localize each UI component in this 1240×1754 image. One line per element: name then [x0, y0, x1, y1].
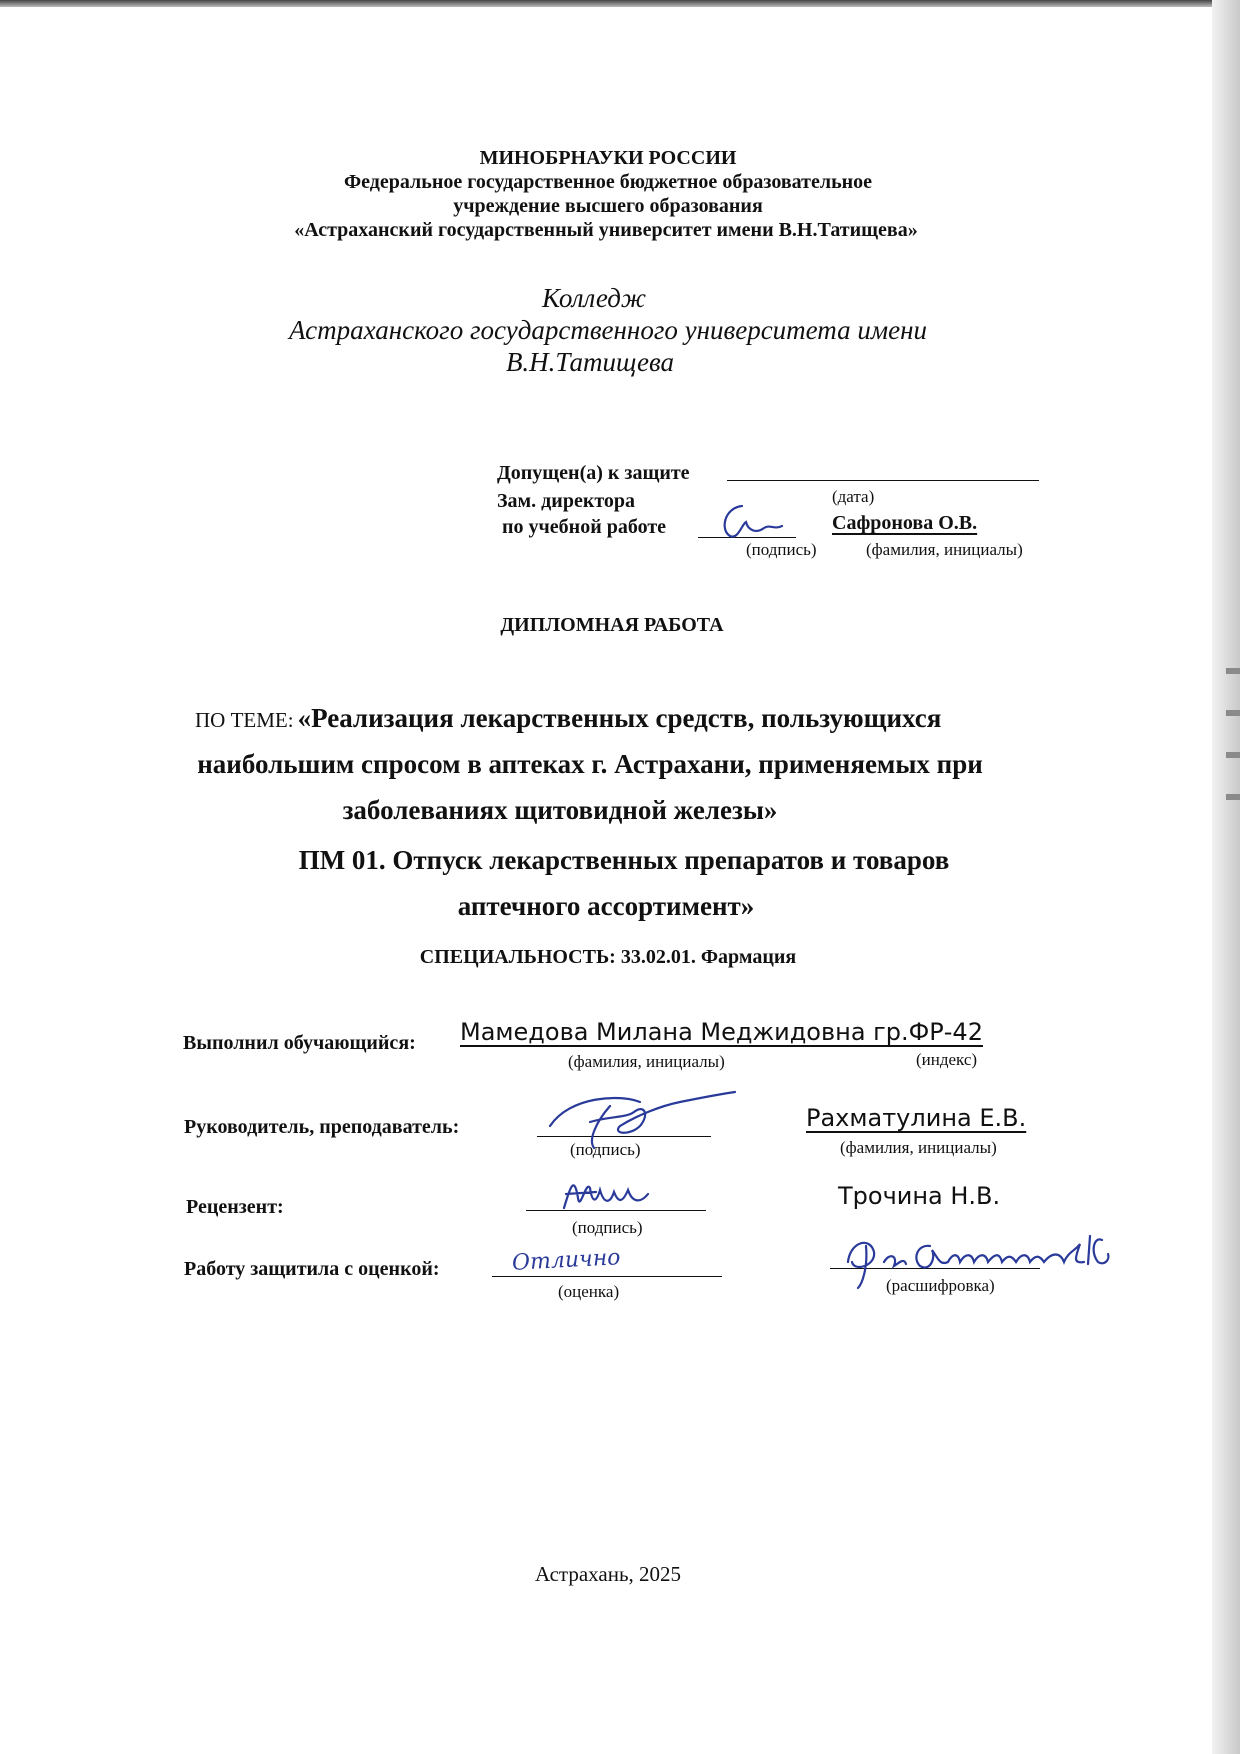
role-line-2: по учебной работе	[502, 516, 667, 538]
role-line-1: Зам. директора	[497, 490, 636, 512]
scan-top-shadow	[0, 0, 1240, 7]
supervisor-name: Рахматулина Е.В.	[806, 1104, 1027, 1132]
supervisor-signature-caption: (подпись)	[570, 1140, 641, 1159]
admission-date-line	[727, 480, 1039, 481]
scan-edge-mark	[1226, 794, 1240, 800]
institution-type-line: Федеральное государственное бюджетное образовательное	[343, 171, 873, 193]
college-line: Колледж	[541, 283, 647, 313]
supervisor-name-caption: (фамилия, инициалы)	[840, 1138, 997, 1157]
college-university-line: Астраханского государственного университета имени	[289, 315, 927, 345]
ministry-line: МИНОБРНАУКИ РОССИИ	[479, 147, 737, 169]
decoding-caption: (расшифровка)	[886, 1276, 995, 1295]
student-label: Выполнил обучающийся:	[183, 1032, 416, 1054]
admission-label: Допущен(а) к защите	[497, 462, 690, 484]
defense-grade-line	[492, 1276, 722, 1277]
university-name-line: «Астраханский государственный университет имени В.Н.Татищева»	[294, 219, 918, 241]
specialty-line: СПЕЦИАЛЬНОСТЬ: 33.02.01. Фармация	[419, 946, 797, 968]
module-line-1: ПМ 01. Отпуск лекарственных препаратов и товаров	[298, 845, 950, 875]
institution-level-line: учреждение высшего образования	[453, 195, 763, 217]
reviewer-signature-caption: (подпись)	[572, 1218, 643, 1237]
admission-signature-caption: (подпись)	[746, 540, 817, 559]
theme-prefix: ПО ТЕМЕ:	[195, 708, 294, 732]
reviewer-label: Рецензент:	[186, 1196, 284, 1218]
theme-title-part-2: наибольшим спросом в аптеках г. Астрахани, применяемых при	[197, 749, 983, 779]
city-year-footer: Астрахань, 2025	[534, 1562, 682, 1586]
admission-signature	[712, 500, 792, 542]
defense-grade-caption: (оценка)	[558, 1282, 620, 1301]
defense-grade-handwritten: Отлично	[511, 1245, 622, 1276]
theme-title-part-1: «Реализация лекарственных средств, пользующихся	[297, 703, 942, 733]
student-index-caption: (индекс)	[916, 1050, 978, 1069]
date-caption: (дата)	[832, 487, 875, 506]
student-value: Мамедова Милана Меджидовна гр.ФР-42	[460, 1018, 983, 1046]
college-university-name-line: В.Н.Татищева	[505, 347, 675, 377]
work-type-title: ДИПЛОМНАЯ РАБОТА	[500, 614, 724, 636]
theme-line-1	[195, 696, 941, 745]
defense-label: Работу защитила с оценкой:	[184, 1258, 440, 1280]
admission-name: Сафронова О.В.	[832, 512, 978, 534]
student-name-caption: (фамилия, инициалы)	[568, 1052, 725, 1071]
scan-edge-mark	[1226, 710, 1240, 716]
admission-name-caption: (фамилия, инициалы)	[866, 540, 1023, 559]
scan-edge-mark	[1226, 668, 1240, 674]
reviewer-signature	[556, 1168, 666, 1224]
scan-edge-mark	[1226, 752, 1240, 758]
supervisor-label: Руководитель, преподаватель:	[184, 1116, 460, 1138]
module-line-2: аптечного ассортимент»	[457, 891, 755, 921]
theme-title-part-3: заболеваниях щитовидной железы»	[342, 795, 778, 825]
reviewer-name: Трочина Н.В.	[838, 1182, 1001, 1210]
